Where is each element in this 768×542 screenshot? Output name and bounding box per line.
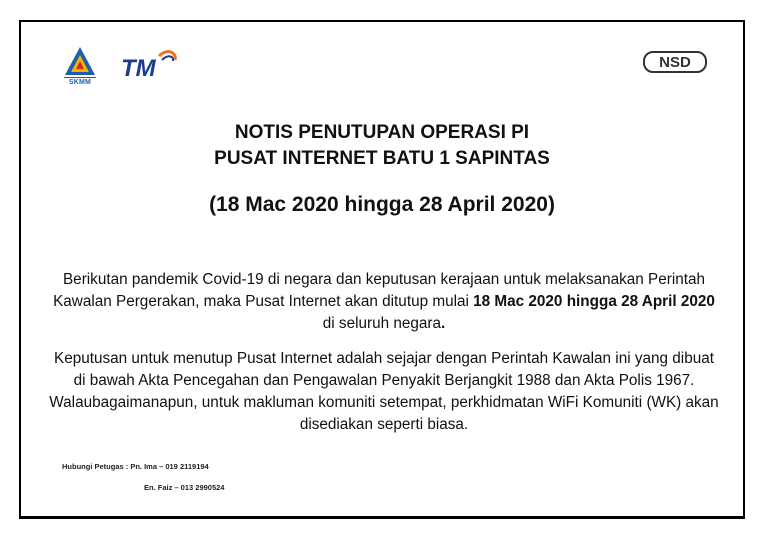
notice-title-line2: PUSAT INTERNET BATU 1 SAPINTAS — [214, 148, 550, 169]
paragraph-1-text-a: Berikutan pandemik Covid-19 di negara dan keputusan kerajaan untuk melaksanakan Perintah Kawalan Pergerakan, maka Pusat Internet akan ditutup mulai — [53, 271, 706, 310]
tm-logo-icon — [119, 50, 179, 80]
contact-line-1: Hubungi Petugas : Pn. Ima – 019 2119194 — [62, 462, 209, 471]
nsd-logo-icon — [643, 51, 707, 73]
skmm-triangle-icon — [63, 45, 97, 77]
notice-paragraph-1 — [49, 269, 719, 335]
notice-paragraph-2: Keputusan untuk menutup Pusat Internet adalah sejajar dengan Perintah Kawalan ini yang dibuat di bawah Akta Pencegahan dan Pengawalan Penyakit Berjangkit 1988 dan Akta Polis 1967. Walaubagaimanapun, untuk makluman komuniti setempat, perkhidmatan WiFi Komuniti (WK) akan disediakan seperti biasa. — [49, 350, 719, 433]
tm-logo — [119, 50, 179, 80]
nsd-logo — [643, 51, 707, 73]
nsd-logo-text: NSD — [659, 54, 691, 71]
tm-logo-text: TM — [121, 55, 156, 80]
skmm-logo-text: SKMM — [64, 77, 96, 86]
contact-line-2: En. Faiz – 013 2990524 — [144, 483, 225, 492]
skmm-logo — [63, 45, 97, 87]
paragraph-1-date-bold: 18 Mac 2020 hingga 28 April 2020 — [473, 293, 715, 310]
notice-frame — [19, 20, 745, 519]
paragraph-1-text-b: di seluruh negara — [322, 315, 441, 332]
paragraph-1-period: . — [440, 315, 446, 332]
notice-date-range: (18 Mac 2020 hingga 28 April 2020) — [209, 193, 555, 216]
notice-title-line1: NOTIS PENUTUPAN OPERASI PI — [234, 122, 530, 143]
